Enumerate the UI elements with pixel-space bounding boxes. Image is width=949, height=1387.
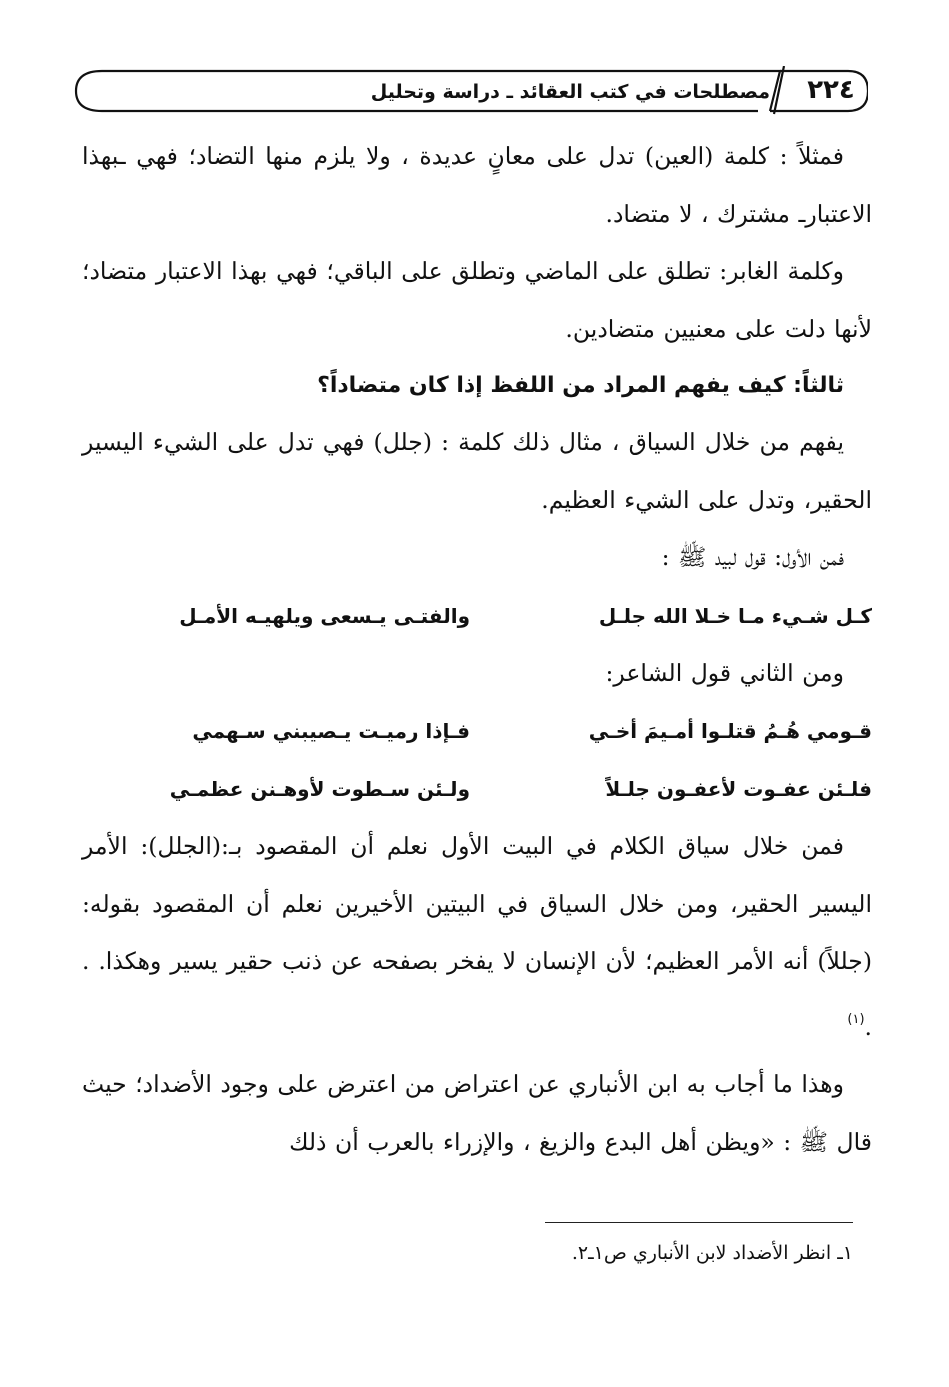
section-heading: ثالثاً: كيف يفهم المراد من اللفظ إذا كان متضاداً؟ (317, 373, 844, 398)
footnote-1: ١ـ انظر الأضداد لابن الأنباري ص١ـ٢. (571, 1242, 853, 1264)
main-text (82, 128, 872, 1171)
verse-3-second-hemistich: ولـئن سـطوت لأوهـنن عظمـي (169, 777, 470, 801)
page-number: ٢٢٤ (807, 75, 855, 105)
footnote-reference[interactable]: (١) (847, 1011, 865, 1027)
verse-line-2 (82, 702, 872, 760)
paragraph-5: ومن الثاني قول الشاعر: (605, 658, 844, 687)
paragraph-6 (82, 818, 872, 1056)
verse-2-second-hemistich: فـإذا رميـت يـصيبني سـهمي (192, 719, 470, 743)
paragraph-3: يفهم من خلال السياق ، مثال ذلك كلمة : (جلل) فهي تدل على الشيء اليسير الحقير، وتدل على الشيء العظيم. (82, 428, 872, 514)
verse-line-1 (82, 587, 872, 645)
page-header (68, 66, 868, 116)
verse-line-3 (82, 760, 872, 818)
footnote-separator (545, 1222, 853, 1223)
verse-3-first-hemistich: فلـئن عفـوت لأعفـون جلـلاً (605, 777, 872, 801)
paragraph-6-text: فمن خلال سياق الكلام في البيت الأول نعلم أن المقصود بـ:(الجلل): الأمر اليسير الحقير، ومن خلال السياق في البيتين الأخيرين نعلم أن المقصود بقوله: (جللاً) أنه الأمر العظيم؛ لأن الإنسان لا يفخر بصفحه عن ذنب حقير يسير وهكذا. . . (82, 832, 872, 1041)
paragraph-1: فمثلاً : كلمة (العين) تدل على معانٍ عديدة ، ولا يلزم منها التضاد؛ فهي ـبهذا الاعتبارـ مشترك ، لا متضاد. (82, 142, 872, 228)
verse-1-first-hemistich: كـل شـيء مـا خـلا الله جلـل (598, 603, 872, 628)
verse-1-second-hemistich: والفتـى يـسعى ويلهيـه الأمـل (179, 603, 470, 628)
verse-2-first-hemistich: قـومي هُـمُ قتلـوا أمـيمَ أخـي (588, 719, 872, 743)
paragraph-4: فمن الأول: قول لبيد ﷺ : (661, 543, 844, 571)
paragraph-7: وهذا ما أجاب به ابن الأنباري عن اعتراض من اعترض على وجود الأضداد؛ حيث قال ﷺ : «ويظن أهل البدع والزيغ ، والإزراء بالعرب أن ذلك (82, 1070, 872, 1156)
paragraph-2: وكلمة الغابر: تطلق على الماضي وتطلق على الباقي؛ فهي بهذا الاعتبار متضاد؛ لأنها دلت على معنيين متضادين. (82, 257, 872, 343)
running-title: مصطلحات في كتب العقائد ـ دراسة وتحليل (370, 81, 770, 103)
